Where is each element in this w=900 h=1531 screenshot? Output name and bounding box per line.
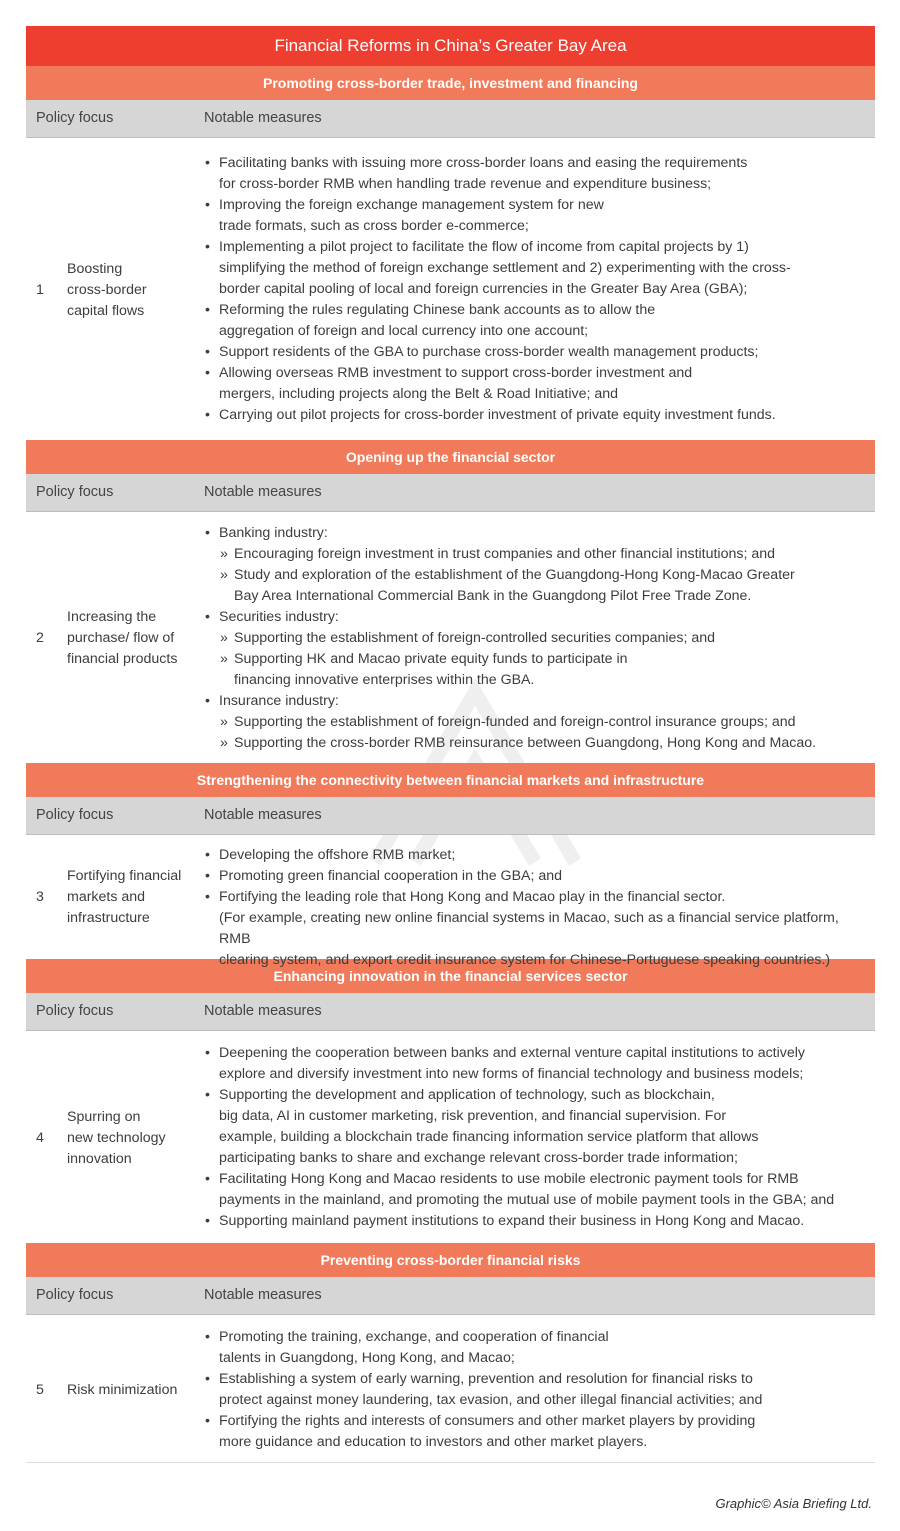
section-body: [26, 835, 875, 968]
measures-list: [203, 1327, 873, 1453]
measure-item: • Insurance industry:: [203, 691, 873, 712]
measure-item: • Supporting mainland payment institutions to expand their business in Hong Kong and Macao.: [203, 1211, 873, 1232]
measure-item: • Securities industry:: [203, 607, 873, 628]
measure-item: • Promoting green financial cooperation in the GBA; and: [203, 866, 873, 887]
policy-focus-text: Risk minimization: [67, 1382, 178, 1398]
row-number: 4: [36, 1130, 44, 1146]
measure-item: • Allowing overseas RMB investment to support cross-border investment and mergers, including projects along the Belt & Road Initiative; and: [203, 363, 873, 405]
notable-measures-header: Notable measures: [204, 1003, 322, 1019]
sub-measure-item: » Supporting the cross-border RMB reinsurance between Guangdong, Hong Kong and Macao.: [203, 733, 873, 754]
policy-focus-header: Policy focus: [36, 1287, 114, 1303]
measure-item: • Carrying out pilot projects for cross-border investment of private equity investment funds.: [203, 405, 873, 426]
measure-item: • Deepening the cooperation between banks and external venture capital institutions to actively explore and diversify investment into new forms of financial technology and business models;: [203, 1043, 873, 1085]
sub-measure-item: » Supporting HK and Macao private equity funds to participate in financing innovative enterprises within the GBA.: [203, 649, 873, 691]
credit-text: Graphic© Asia Briefing Ltd.: [715, 1496, 872, 1511]
measure-item: • Support residents of the GBA to purchase cross-border wealth management products;: [203, 342, 873, 363]
measures-list: [203, 845, 873, 971]
row-number: 2: [36, 630, 44, 646]
bottom-divider: [26, 1462, 875, 1463]
section-body: [26, 138, 875, 440]
measure-item: • Establishing a system of early warning, prevention and resolution for financial risks to protect against money laundering, tax evasion, and other illegal financial activities; and: [203, 1369, 873, 1411]
policy-focus-text: Spurring on new technology innovation: [67, 1109, 166, 1167]
measure-item: • Improving the foreign exchange management system for new trade formats, such as cross border e-commerce;: [203, 195, 873, 237]
section-title: Enhancing innovation in the financial services sector: [26, 959, 875, 993]
row-number: 1: [36, 282, 44, 298]
measure-item: • Supporting the development and application of technology, such as blockchain, big data, AI in customer marketing, risk prevention, and financial supervision. For example, building a blockchain trade financing information service platform that allows participating banks to share and exchange relevant cross-border trade information;: [203, 1085, 873, 1169]
sub-measure-item: » Encouraging foreign investment in trust companies and other financial institutions; and: [203, 544, 873, 565]
measure-item: • Reforming the rules regulating Chinese bank accounts as to allow the aggregation of foreign and local currency into one account;: [203, 300, 873, 342]
policy-focus-header: Policy focus: [36, 1003, 114, 1019]
measures-list: [203, 1043, 873, 1232]
measure-item: • Facilitating Hong Kong and Macao residents to use mobile electronic payment tools for RMB payments in the mainland, and promoting the mutual use of mobile payment tools in the GBA; and: [203, 1169, 873, 1211]
notable-measures-header: Notable measures: [204, 484, 322, 500]
measure-item: • Implementing a pilot project to facilitate the flow of income from capital projects by 1) simplifying the method of foreign exchange settlement and 2) experimenting with the cross- border capital pooling of local and foreign currencies in the Greater Bay Area (GBA);: [203, 237, 873, 300]
policy-focus-text: Boosting cross-border capital flows: [67, 261, 147, 319]
policy-focus-header: Policy focus: [36, 807, 114, 823]
measure-item: • Facilitating banks with issuing more cross-border loans and easing the requirements for cross-border RMB when handling trade revenue and expenditure business;: [203, 153, 873, 195]
policy-focus-header: Policy focus: [36, 110, 114, 126]
notable-measures-header: Notable measures: [204, 110, 322, 126]
section-body: [26, 512, 875, 763]
row-number: 3: [36, 889, 44, 905]
column-header-row: [26, 100, 875, 138]
section-body: [26, 1031, 875, 1243]
column-header-row: [26, 993, 875, 1031]
column-header-row: [26, 797, 875, 835]
sub-measure-item: » Study and exploration of the establishment of the Guangdong-Hong Kong-Macao Greater Bay Area International Commercial Bank in the Guangdong Pilot Free Trade Zone.: [203, 565, 873, 607]
reforms-table: [26, 26, 875, 1463]
row-number: 5: [36, 1382, 44, 1398]
measure-item: • Banking industry:: [203, 523, 873, 544]
measure-item: • Developing the offshore RMB market;: [203, 845, 873, 866]
measure-item: • Promoting the training, exchange, and cooperation of financial talents in Guangdong, Hong Kong, and Macao;: [203, 1327, 873, 1369]
measures-list: [203, 153, 873, 426]
notable-measures-header: Notable measures: [204, 1287, 322, 1303]
sub-measure-item: » Supporting the establishment of foreign-controlled securities companies; and: [203, 628, 873, 649]
measure-item: (For example, creating new online financial systems in Macao, such as a financial service platform, RMB clearing system, and export credit insurance system for Chinese-Portuguese speaking countries.): [219, 910, 839, 968]
section-title: Preventing cross-border financial risks: [26, 1243, 875, 1277]
measure-item: • Fortifying the rights and interests of consumers and other market players by providing more guidance and education to investors and other market players.: [203, 1411, 873, 1453]
sub-measure-item: » Supporting the establishment of foreign-funded and foreign-control insurance groups; and: [203, 712, 873, 733]
column-header-row: [26, 474, 875, 512]
section-body: [26, 1315, 875, 1463]
section-title: Promoting cross-border trade, investment and financing: [26, 66, 875, 100]
section-title: Opening up the financial sector: [26, 440, 875, 474]
measure-item: • Fortifying the leading role that Hong Kong and Macao play in the financial sector.: [203, 887, 873, 908]
policy-focus-text: Increasing the purchase/ flow of financial products: [67, 609, 178, 667]
policy-focus-text: Fortifying financial markets and infrastructure: [67, 868, 182, 926]
section-title: Strengthening the connectivity between financial markets and infrastructure: [26, 763, 875, 797]
column-header-row: [26, 1277, 875, 1315]
measures-list: [203, 523, 873, 754]
table-title: Financial Reforms in China’s Greater Bay Area: [26, 26, 875, 66]
policy-focus-header: Policy focus: [36, 484, 114, 500]
notable-measures-header: Notable measures: [204, 807, 322, 823]
